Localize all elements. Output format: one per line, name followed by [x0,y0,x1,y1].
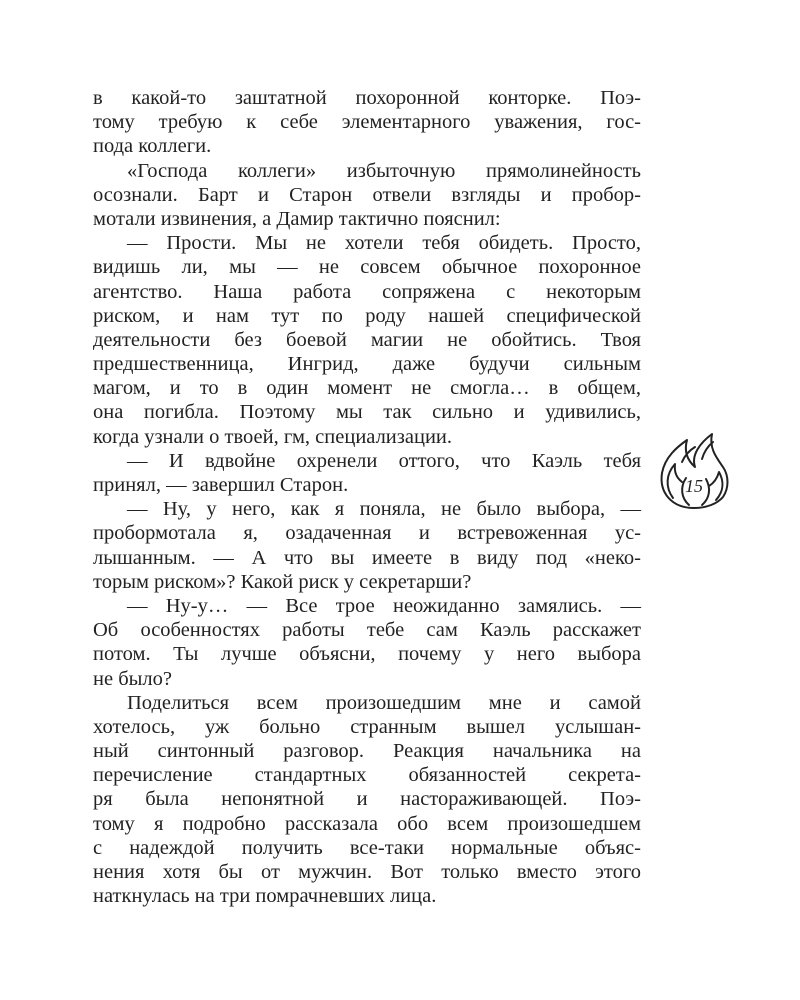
text-line: торым риском»? Какой риск у секретарши? [93,570,472,593]
text-line: Поделиться всем произошедшим мне и самой [127,691,641,714]
page-number: 15 [685,476,703,496]
text-line: «Господа коллеги» избыточную прямолинейность [127,159,641,182]
text-line: хотелось, уж больно странным вышел услышан- [93,715,641,738]
text-line: тому требую к себе элементарного уважения, гос- [93,111,641,134]
text-line: ный синтонный разговор. Реакция начальника на [93,740,641,763]
text-line: наткнулась на три помрачневших лица. [93,885,437,908]
text-line: пробормотала я, озадаченная и встревоженная ус- [93,522,641,545]
text-line: нения хотя бы от мужчин. Вот только вместо этого [93,861,641,883]
text-line: она погибла. Поэтому мы так сильно и удивились, [93,401,641,424]
text-line: не было? [93,667,172,690]
page-folio [653,428,735,514]
text-line: мотали извинения, а Дамир тактично пояснил: [93,207,501,230]
text-line: риском, и нам тут по роду нашей специфической [93,304,641,327]
text-line: — Ну, у него, как я поняла, не было выбора, — [127,498,641,521]
text-line: в какой-то заштатной похоронной конторке. Поэ- [93,87,641,109]
text-line: осознали. Барт и Старон отвели взгляды и пробор- [93,183,641,206]
text-line: Об особенностях работы тебе сам Каэль расскажет [93,619,641,642]
text-line: когда узнали о твоей, гм, специализации. [93,425,453,448]
text-line: — Ну-у… — Все трое неожиданно замялись. — [127,594,641,617]
text-line: видишь ли, мы — не совсем обычное похоронное [93,256,641,279]
text-line: принял, — завершил Старон. [93,474,349,496]
text-line: — Прости. Мы не хотели тебя обидеть. Просто, [127,232,641,255]
text-line: с надеждой получить все-таки нормальные объяс- [93,836,641,859]
text-line: лышанным. — А что вы имеете в виду под «неко- [93,546,641,569]
text-line: агентство. Наша работа сопряжена с некоторым [93,280,641,303]
text-line: тому я подробно рассказала обо всем произошедшем [93,812,641,835]
text-line: предшественница, Ингрид, даже будучи сильным [93,353,641,376]
text-line: пода коллеги. [93,135,212,158]
text-line: магом, и то в один момент не смогла… в общем, [93,377,641,400]
text-line: ря была непонятной и настораживающей. Поэ- [93,788,641,811]
text-line: потом. Ты лучше объясни, почему у него выбора [93,643,641,666]
text-line: перечисление стандартных обязанностей секрета- [93,764,641,787]
flame-icon [653,428,735,514]
text-line: — И вдвойне охренели оттого, что Каэль тебя [127,449,641,472]
text-line: деятельности без боевой магии не обойтись. Твоя [93,328,641,351]
body-text [93,86,641,908]
